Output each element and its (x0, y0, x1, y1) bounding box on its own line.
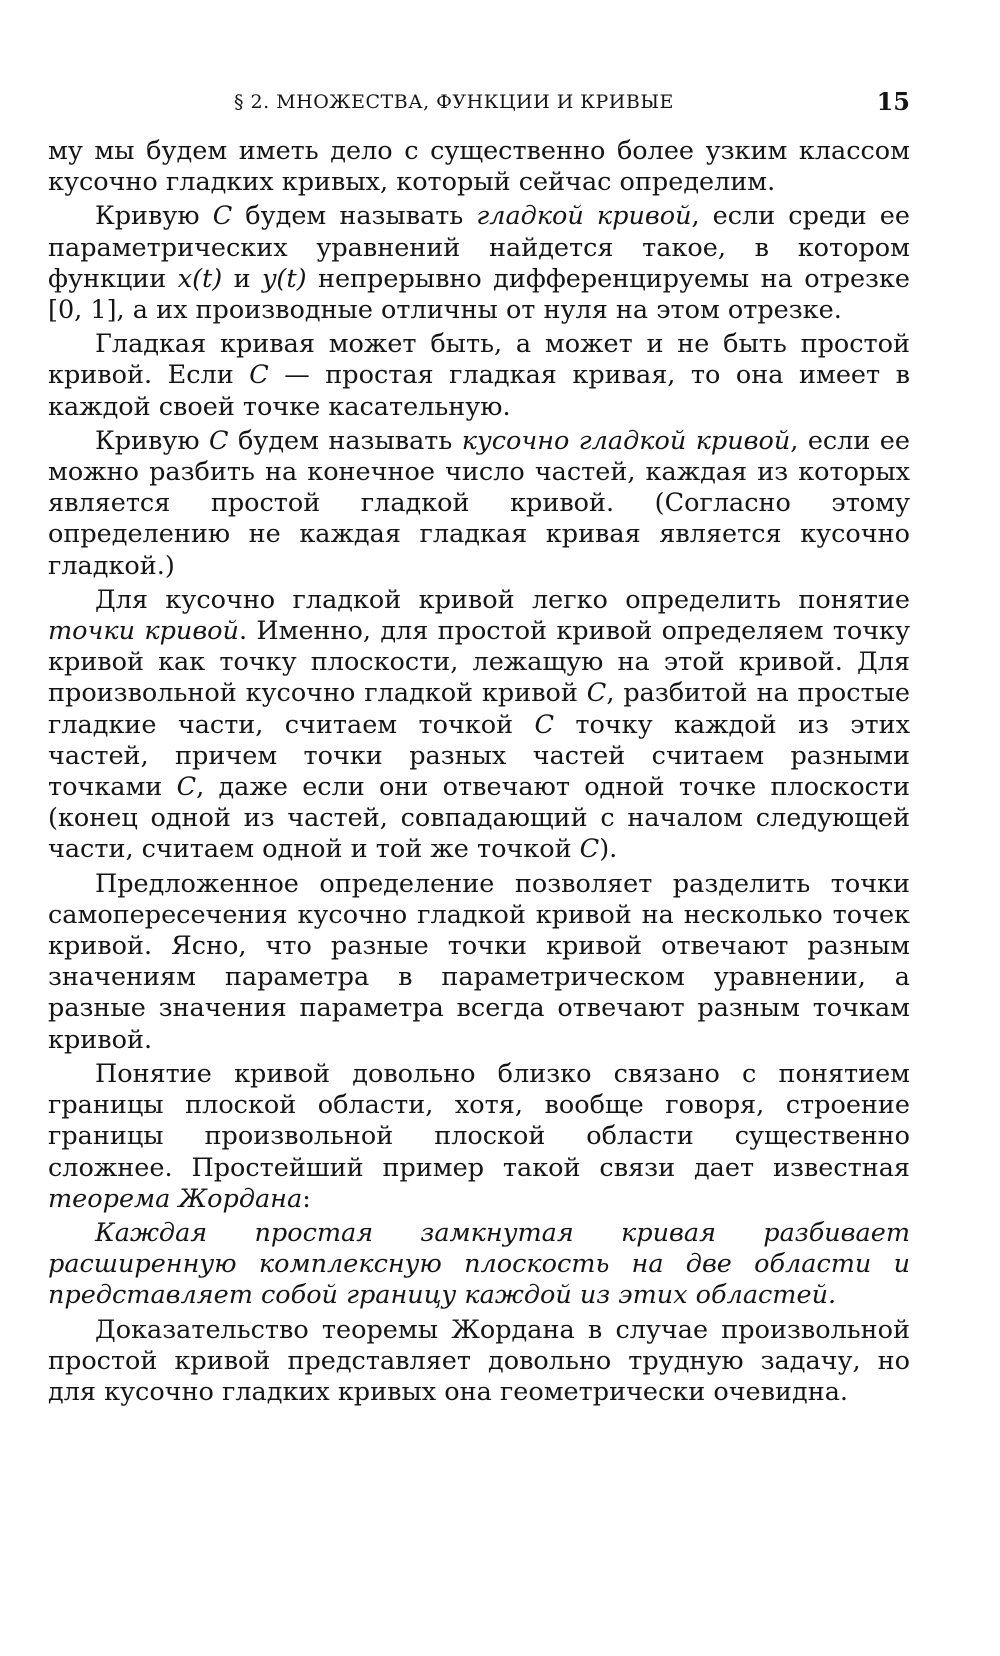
variable-c: C (209, 425, 229, 456)
paragraph-smooth-curve-definition: Кривую C будем называть гладкой кривой, если среди ее параметрических уравнений найдется такое, в котором функции x(t) и y(t) непрерывно дифференцируемы на отрезке [0, 1], а их производные отличны от нуля на этом отрезке. (48, 201, 910, 326)
term-piecewise-smooth-curve: кусочно гладкой кривой (461, 425, 791, 456)
variable-c: C (579, 834, 600, 865)
paragraph-self-intersection: Предложенное определение позволяет разделить точки самопересечения кусочно гладкой кривой на несколько точек кривой. Ясно, что разные точки кривой отвечают разным значениям параметра в параметрическом уравнении, а разные значения параметра всегда отвечают разным точкам кривой. (48, 868, 910, 1055)
running-head (48, 84, 910, 120)
variable-c: C (212, 201, 233, 232)
variable-c: C (586, 678, 607, 709)
variable-c: C (176, 772, 197, 803)
term-smooth-curve: гладкой кривой (476, 201, 692, 232)
paragraph-curve-point-definition: Для кусочно гладкой кривой легко определить понятие точки кривой. Именно, для простой кривой определяем точку кривой как точку плоскости, лежащую на этой кривой. Для произвольной кусочно гладкой кривой C, разбитой на простые гладкие части, считаем точкой C точку каждой из этих частей, причем точки разных частей считаем разными точками C, даже если они отвечают одной точке плоскости (конец одной из частей, совпадающий с началом следующей части, считаем одной и той же точкой C). (48, 584, 911, 865)
paragraph-piecewise-smooth-definition: Кривую C будем называть кусочно гладкой кривой, если ее можно разбить на конечное число частей, каждая из которых является простой гладкой кривой. (Согласно этому определению не каждая гладкая кривая является кусочно гладкой.) (48, 425, 910, 581)
paragraph-boundary-relation: Понятие кривой довольно близко связано с понятием границы плоской области, хотя, вообще говоря, строение границы произвольной плоской области существенно сложнее. Простейший пример такой связи дает известная теорема Жордана: (48, 1058, 910, 1214)
jordan-theorem-statement: Каждая простая замкнутая кривая разбивает расширенную комплексную плоскость на две области и представляет собой границу каждой из этих областей. (48, 1217, 910, 1311)
variable-c: C (249, 360, 269, 391)
book-page (48, 0, 910, 1656)
paragraph-jordan-proof-remark: Доказательство теоремы Жордана в случае произвольной простой кривой представляет довольно трудную задачу, но для кусочно гладких кривых она геометрически очевидна. (48, 1314, 910, 1407)
function-y-of-t: y(t) (262, 263, 307, 294)
term-curve-point: точки кривой (48, 616, 239, 647)
main-text (48, 136, 910, 1408)
term-jordan-theorem: теорема Жордана (48, 1183, 303, 1214)
paragraph-smooth-simple: Гладкая кривая может быть, а может и не быть простой кривой. Если C — простая гладкая кривая, то она имеет в каждой своей точке касательную. (48, 329, 910, 422)
function-x-of-t: x(t) (177, 263, 223, 294)
page-number: 15 (876, 87, 910, 116)
section-title: § 2. МНОЖЕСТВА, ФУНКЦИИ И КРИВЫЕ (234, 91, 674, 113)
variable-c: C (534, 709, 554, 740)
paragraph-continuation: му мы будем иметь дело с существенно более узким классом кусочно гладких кривых, который сейчас определим. (48, 136, 910, 198)
